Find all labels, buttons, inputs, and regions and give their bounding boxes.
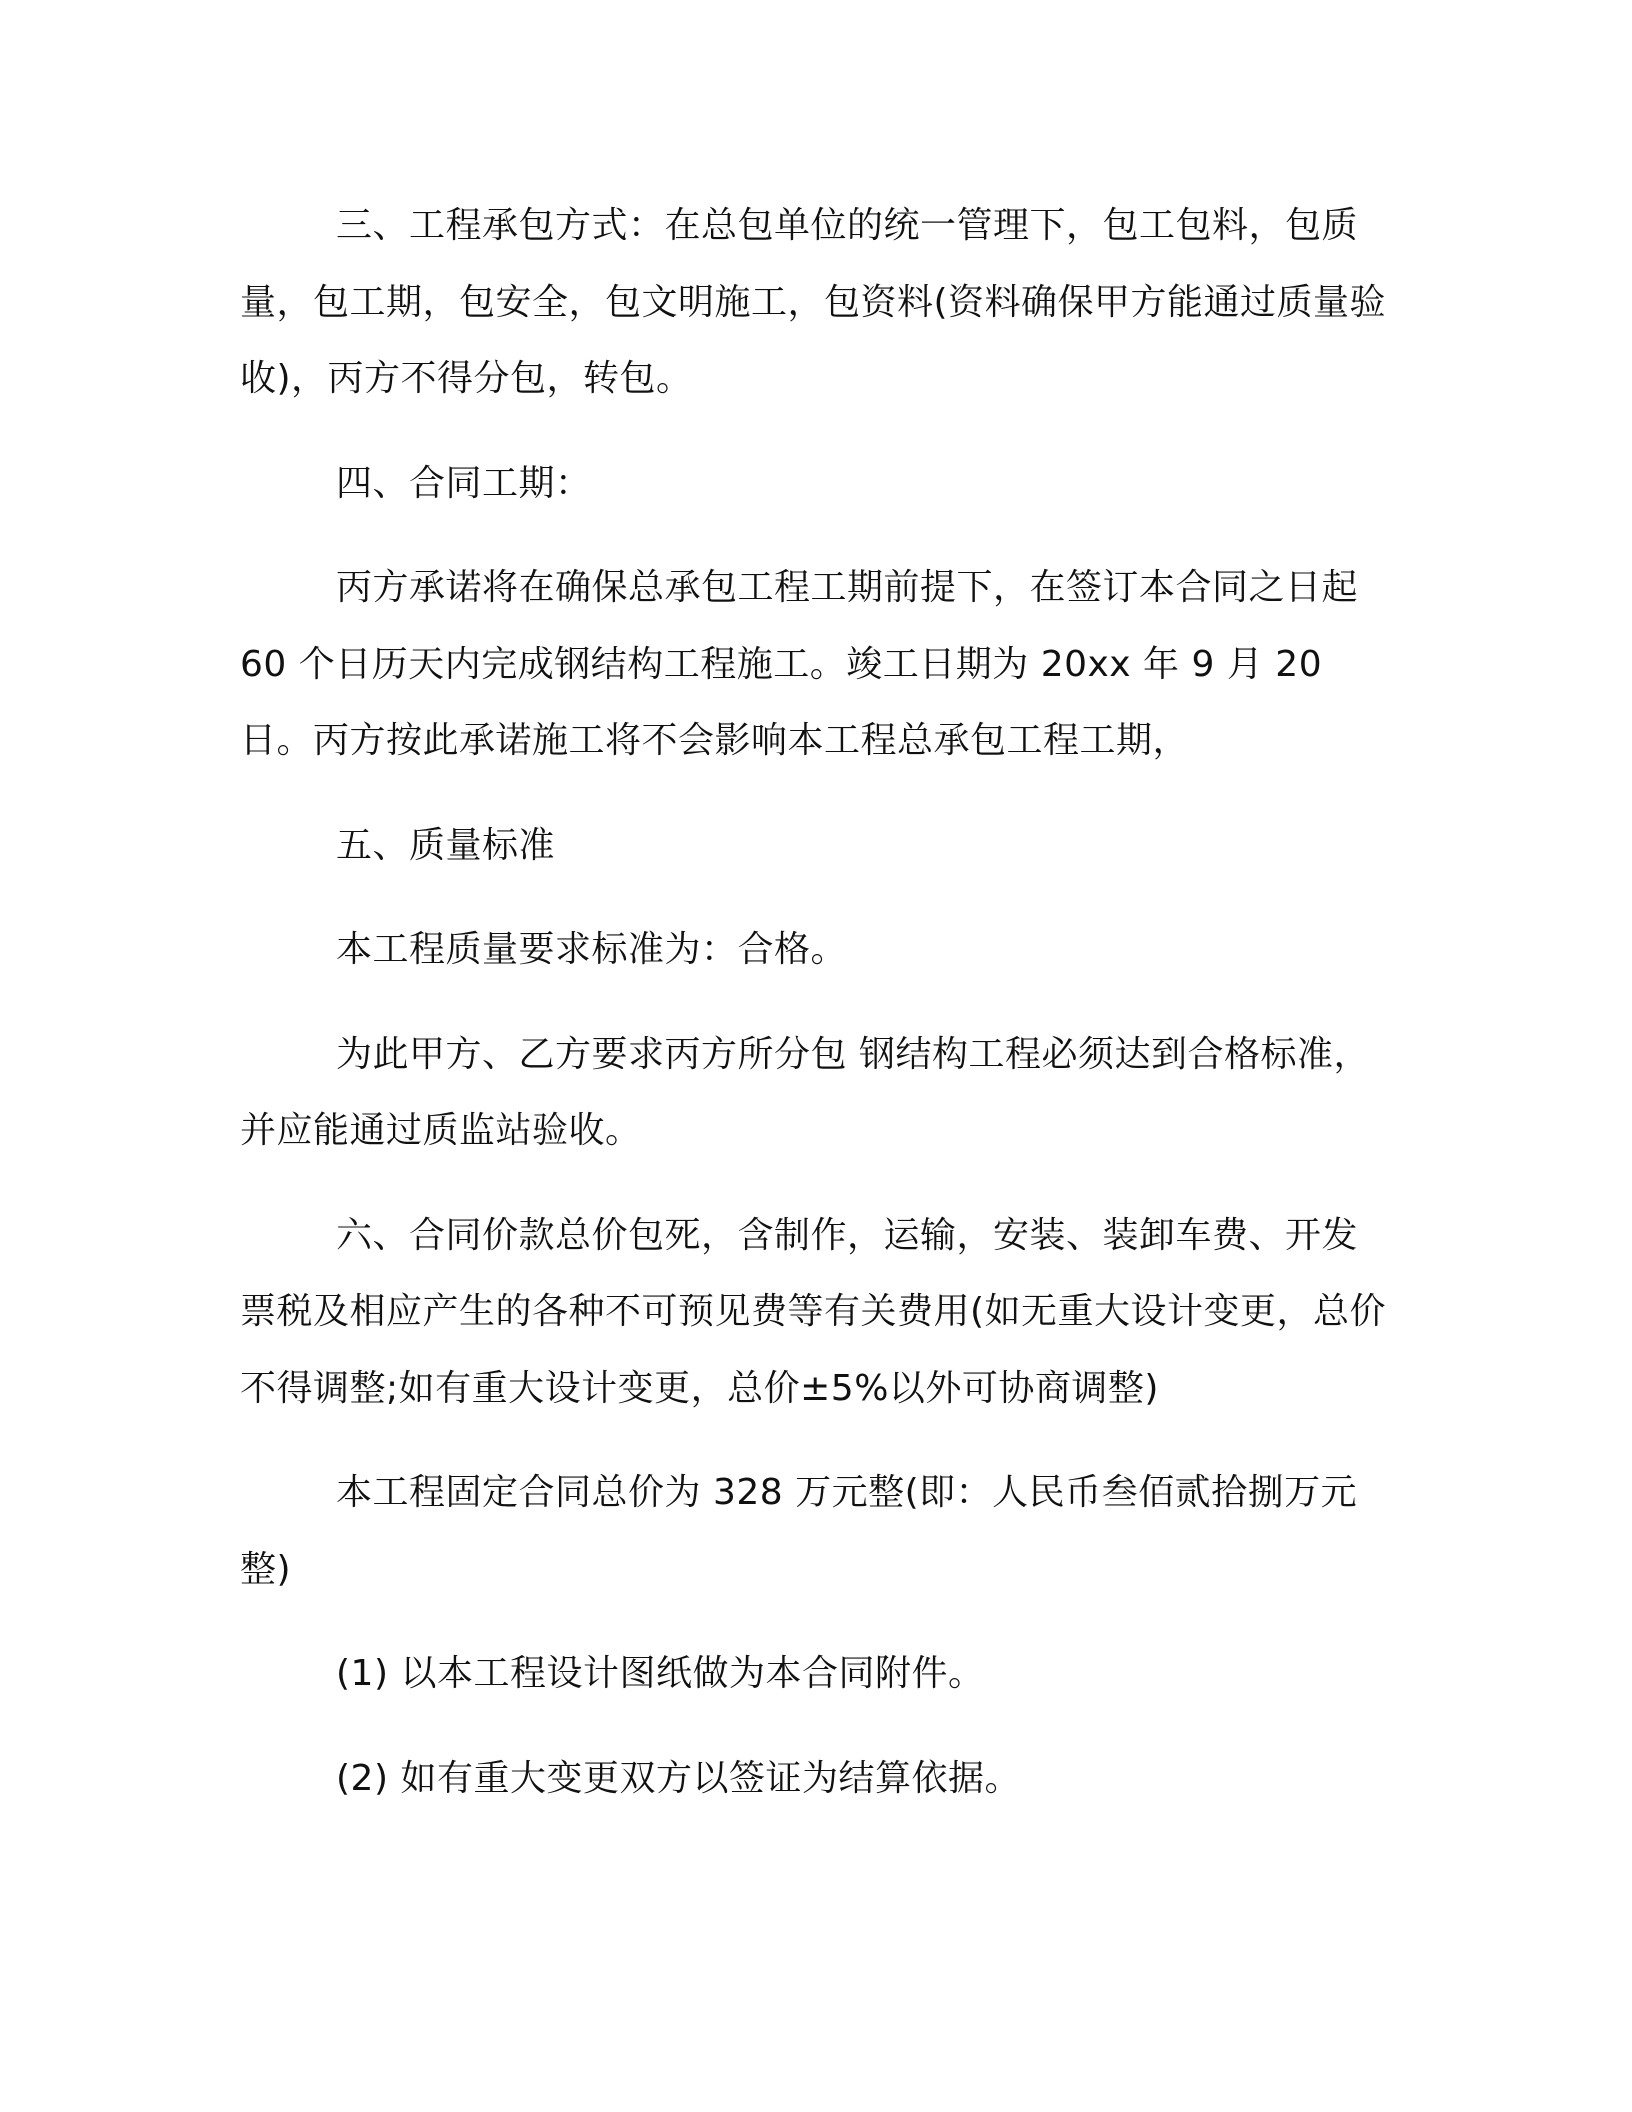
clause-1-drawings-attachment: (1) 以本工程设计图纸做为本合同附件。: [336, 1653, 985, 1694]
section-5-quality-requirement: 为此甲方、乙方要求丙方所分包 钢结构工程必须达到合格标准，并应能通过质监站验收。: [240, 1033, 1370, 1151]
section-6-price-terms: 六、合同价款总价包死，含制作，运输，安装、装卸车费、开发票税及相应产生的各种不可预见费等有关费用(如无重大设计变更，总价不得调整;如有重大设计变更，总价±5%以外可协商调整): [240, 1214, 1387, 1409]
section-3-contract-method: 三、工程承包方式：在总包单位的统一管理下，包工包料，包质量，包工期，包安全，包文明施工，包资料(资料确保甲方能通过质量验收)，丙方不得分包，转包。: [240, 205, 1387, 399]
document-body: [240, 188, 1390, 1845]
section-6-total-price: 本工程固定合同总价为 328 万元整(即：人民币叁佰贰拾捌万元整): [240, 1472, 1358, 1590]
section-5-quality-standard: 本工程质量要求标准为：合格。: [336, 929, 848, 970]
section-4-heading: 四、合同工期：: [336, 462, 592, 504]
clause-2-change-settlement: (2) 如有重大变更双方以签证为结算依据。: [336, 1757, 1021, 1799]
section-4-schedule-text: 丙方承诺将在确保总承包工程工期前提下，在签订本合同之日起 60 个日历天内完成钢结构工程施工。竣工日期为 20xx 年 9 月 20 日。丙方按此承诺施工将不会影响本工程总承包工程工期，: [240, 567, 1359, 761]
section-5-heading: 五、质量标准: [336, 824, 556, 866]
